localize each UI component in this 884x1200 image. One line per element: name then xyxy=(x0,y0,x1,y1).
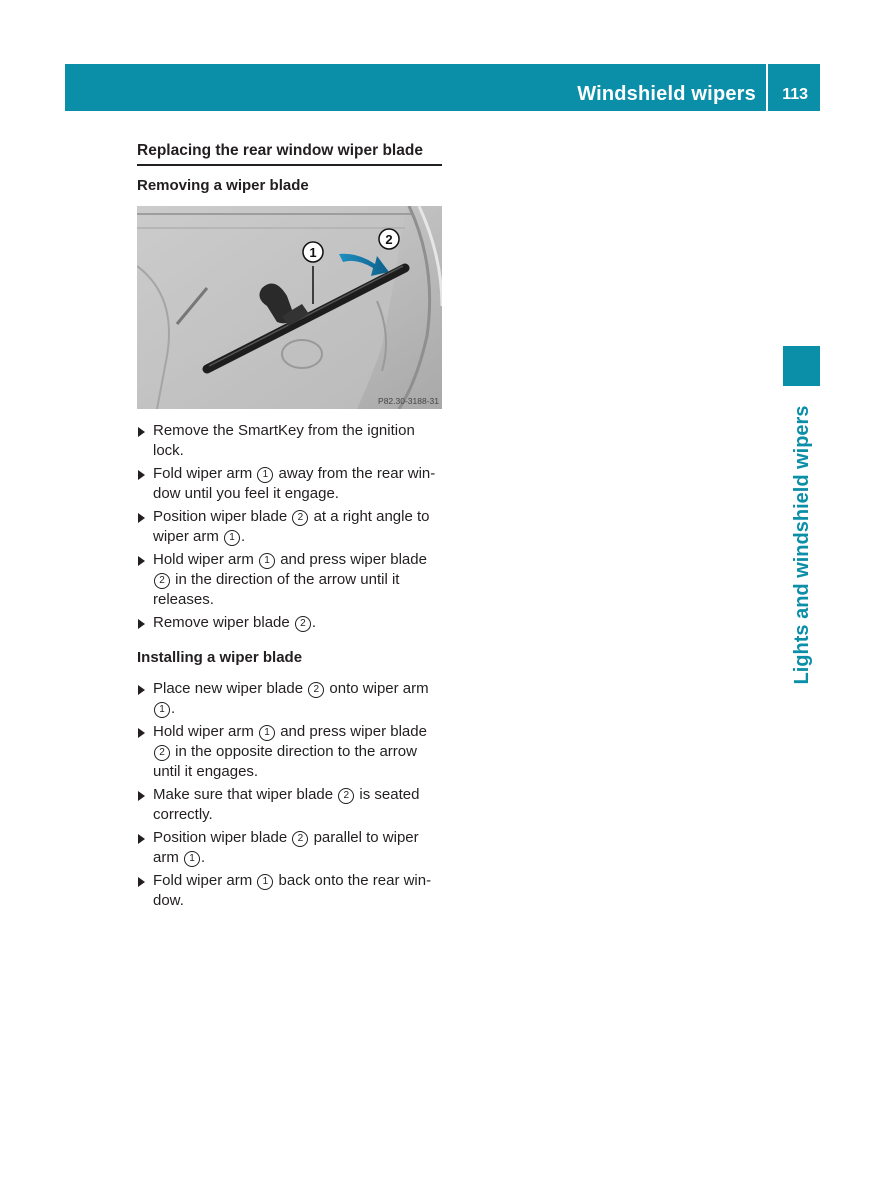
triangle-bullet-icon xyxy=(138,470,145,480)
side-tab-label: Lights and windshield wipers xyxy=(791,405,813,685)
step-text: onto wiper arm xyxy=(325,680,429,697)
step-text: and press wiper blade xyxy=(276,723,427,740)
step-text: back onto the rear win-dow. xyxy=(153,872,432,909)
instruction-step xyxy=(137,464,447,504)
triangle-bullet-icon xyxy=(138,728,145,738)
numbered-circle-icon: 2 xyxy=(292,831,308,847)
instruction-step xyxy=(137,507,447,547)
step-text: parallel to wiper arm xyxy=(153,829,419,866)
section-title: Replacing the rear window wiper blade xyxy=(137,140,442,166)
step-text: Hold wiper arm xyxy=(153,723,259,740)
instruction-step xyxy=(137,785,447,825)
step-text: in the opposite direction to the arrow until it engages. xyxy=(153,743,417,780)
step-text: and press wiper blade xyxy=(276,551,427,568)
numbered-circle-icon: 2 xyxy=(292,510,308,526)
step-text: . xyxy=(171,700,176,717)
step-text: Remove the SmartKey from the ignition lock. xyxy=(153,422,415,459)
step-text: Place new wiper blade xyxy=(153,680,308,697)
triangle-bullet-icon xyxy=(138,427,145,437)
triangle-bullet-icon xyxy=(138,791,145,801)
figure-code: P82.30-3188-31 xyxy=(378,396,439,406)
step-text: in the direction of the arrow until it releases. xyxy=(153,571,400,608)
numbered-circle-icon: 1 xyxy=(184,851,200,867)
instruction-step xyxy=(137,828,447,868)
step-text: Fold wiper arm xyxy=(153,465,257,482)
numbered-circle-icon: 1 xyxy=(257,874,273,890)
step-text: Position wiper blade xyxy=(153,829,292,846)
numbered-circle-icon: 1 xyxy=(224,530,240,546)
numbered-circle-icon: 2 xyxy=(308,682,324,698)
wiper-illustration xyxy=(137,206,442,409)
numbered-circle-icon: 2 xyxy=(295,616,311,632)
removing-steps-list xyxy=(137,421,447,636)
page-number: 113 xyxy=(782,86,808,103)
header-bar xyxy=(65,64,820,111)
triangle-bullet-icon xyxy=(138,877,145,887)
instruction-step xyxy=(137,722,447,782)
step-text: Make sure that wiper blade xyxy=(153,786,338,803)
installing-heading: Installing a wiper blade xyxy=(137,649,303,666)
removing-heading: Removing a wiper blade xyxy=(137,177,309,194)
instruction-step xyxy=(137,679,447,719)
instruction-step xyxy=(137,421,447,461)
step-text: at a right angle to wiper arm xyxy=(153,508,430,545)
numbered-circle-icon: 1 xyxy=(259,725,275,741)
step-text: Position wiper blade xyxy=(153,508,292,525)
step-text: . xyxy=(241,528,246,545)
triangle-bullet-icon xyxy=(138,685,145,695)
header-divider xyxy=(766,64,768,111)
figure-callout-2: 2 xyxy=(385,232,393,247)
installing-steps-list xyxy=(137,679,447,914)
step-text: Fold wiper arm xyxy=(153,872,257,889)
triangle-bullet-icon xyxy=(138,619,145,629)
side-tab-marker xyxy=(783,346,820,386)
numbered-circle-icon: 1 xyxy=(154,702,170,718)
step-text: Hold wiper arm xyxy=(153,551,259,568)
figure-callout-1: 1 xyxy=(309,245,317,260)
numbered-circle-icon: 2 xyxy=(154,745,170,761)
wiper-figure xyxy=(137,206,442,409)
numbered-circle-icon: 2 xyxy=(154,573,170,589)
instruction-step xyxy=(137,550,447,610)
triangle-bullet-icon xyxy=(138,556,145,566)
step-text: . xyxy=(311,614,317,631)
triangle-bullet-icon xyxy=(138,513,145,523)
numbered-circle-icon: 1 xyxy=(259,553,275,569)
numbered-circle-icon: 1 xyxy=(257,467,273,483)
step-text: Remove wiper blade xyxy=(153,614,294,631)
instruction-step xyxy=(137,613,447,633)
page-title: Windshield wipers xyxy=(577,83,756,105)
step-text: away from the rear win-dow until you feel it engage. xyxy=(153,465,436,502)
triangle-bullet-icon xyxy=(138,834,145,844)
step-text: is seated correctly. xyxy=(153,786,420,823)
step-text: . xyxy=(201,849,206,866)
instruction-step xyxy=(137,871,447,911)
numbered-circle-icon: 2 xyxy=(338,788,354,804)
